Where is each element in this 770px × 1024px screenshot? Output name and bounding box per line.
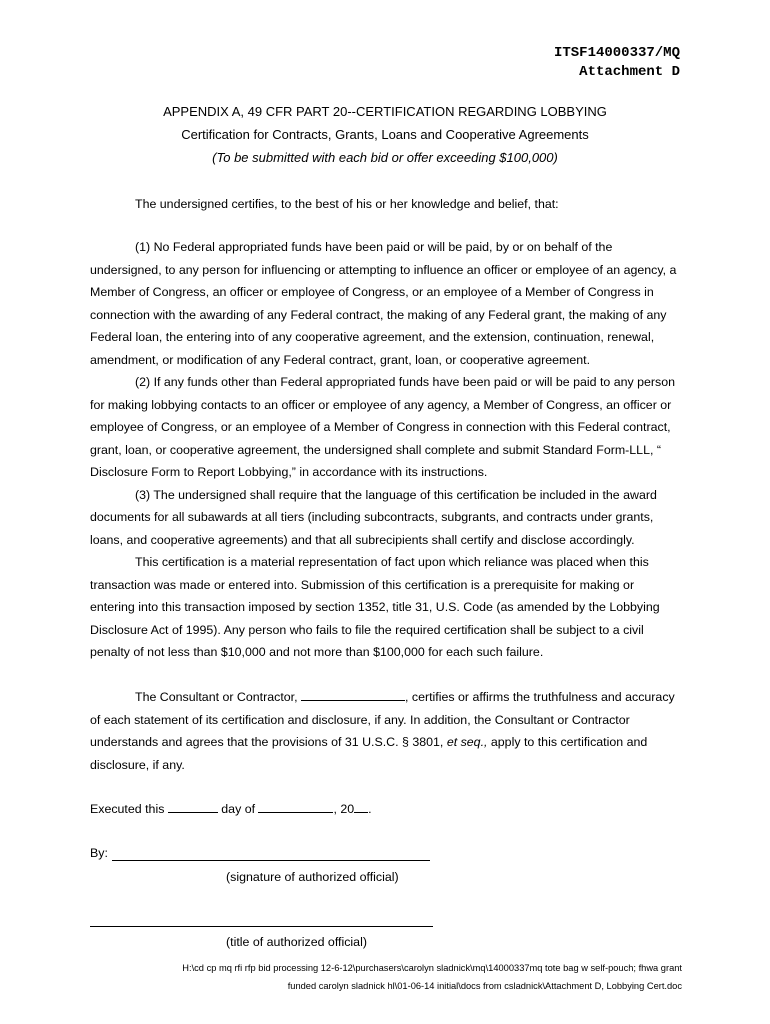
day-of-label: day of [217,802,259,816]
intro-paragraph: The undersigned certifies, to the best of his or her knowledge and belief, that: [135,197,559,211]
consultant-text-end: apply to this certification and disclosure, if any. [90,735,648,772]
footer-path-line-2: funded carolyn sladnick hl\01-06-14 initial\docs from csladnick\Attachment D, Lobbying Cert.doc [287,981,682,991]
executed-label: Executed this [90,802,168,816]
et-seq-text: et seq., [446,735,488,749]
consultant-paragraph [90,686,682,776]
consultant-text-start: The Consultant or Contractor, [135,690,301,704]
by-label: By: [90,846,108,860]
executed-line [90,801,372,816]
month-blank[interactable] [258,801,333,813]
document-title: APPENDIX A, 49 CFR PART 20--CERTIFICATION REGARDING LOBBYING [163,104,607,119]
certification-clauses [90,236,682,664]
clause-3: (3) The undersigned shall require that the language of this certification be included in the award documents for all subawards at all tiers (including subcontracts, subgrants, and contracts under grants, loans, and cooperative agreements) and that all subrecipients shall certify and disclose accordingly. [90,487,657,547]
attachment-label: Attachment D [579,64,680,80]
title-caption: (title of authorized official) [226,935,367,949]
title-line[interactable] [90,926,433,927]
footer-path-line-1: H:\cd cp mq rfi rfp bid processing 12-6-12\purchasers\carolyn sladnick\mq\14000337mq tote bag w self-pouch; fhwa grant [182,963,682,973]
clause-2: (2) If any funds other than Federal appropriated funds have been paid or will be paid to any person for making lobbying contacts to an officer or employee of any agency, a Member of Congress, an officer or employee of Congress, or an employee of a Member of Congress in connection with this Federal contract, grant, loan, or cooperative agreement, the undersigned shall complete and submit Standard Form-LLL, “ Disclosure Form to Report Lobbying,” in accordance with its instructions. [90,375,676,479]
document-reference [554,44,680,82]
signature-caption: (signature of authorized official) [226,870,399,884]
day-blank[interactable] [168,801,218,813]
year-label: , 20 [333,802,355,816]
document-subtitle: Certification for Contracts, Grants, Loans and Cooperative Agreements [181,127,589,142]
consultant-text-middle: , certifies or affirms the truthfulness and accuracy of each statement of its certification and disclosure, if any. In addition, the Consultant or Contractor understands and agrees that the provisions of 31 U.S.C. § 3801, [90,690,675,749]
signature-line[interactable] [112,860,430,861]
executed-end: . [368,802,372,816]
clause-1: (1) No Federal appropriated funds have been paid or will be paid, by or on behalf of the undersigned, to any person for influencing or attempting to influence an officer or employee of an agency, a Member of Congress, an officer or employee of Congress, or an employee of a Member of Congress in connection with the awarding of any Federal contract, the making of any Federal grant, the making of any Federal loan, the entering into of any cooperative agreement, and the extension, continuation, renewal, amendment, or modification of any Federal contract, grant, loan, or cooperative agreement. [90,240,677,367]
material-representation-paragraph: This certification is a material representation of fact upon which reliance was placed when this transaction was made or entered into. Submission of this certification is a prerequisite for making or entering into this transaction imposed by section 1352, title 31, U.S. Code (as amended by the Lobbying Disclosure Act of 1995). Any person who fails to file the required certification shall be subject to a civil penalty of not less than $10,000 and not more than $100,000 for each such failure. [90,555,660,659]
year-blank[interactable] [354,801,368,813]
submission-note: (To be submitted with each bid or offer exceeding $100,000) [212,150,558,165]
reference-number: ITSF14000337/MQ [553,45,680,61]
contractor-name-blank[interactable] [301,689,405,701]
